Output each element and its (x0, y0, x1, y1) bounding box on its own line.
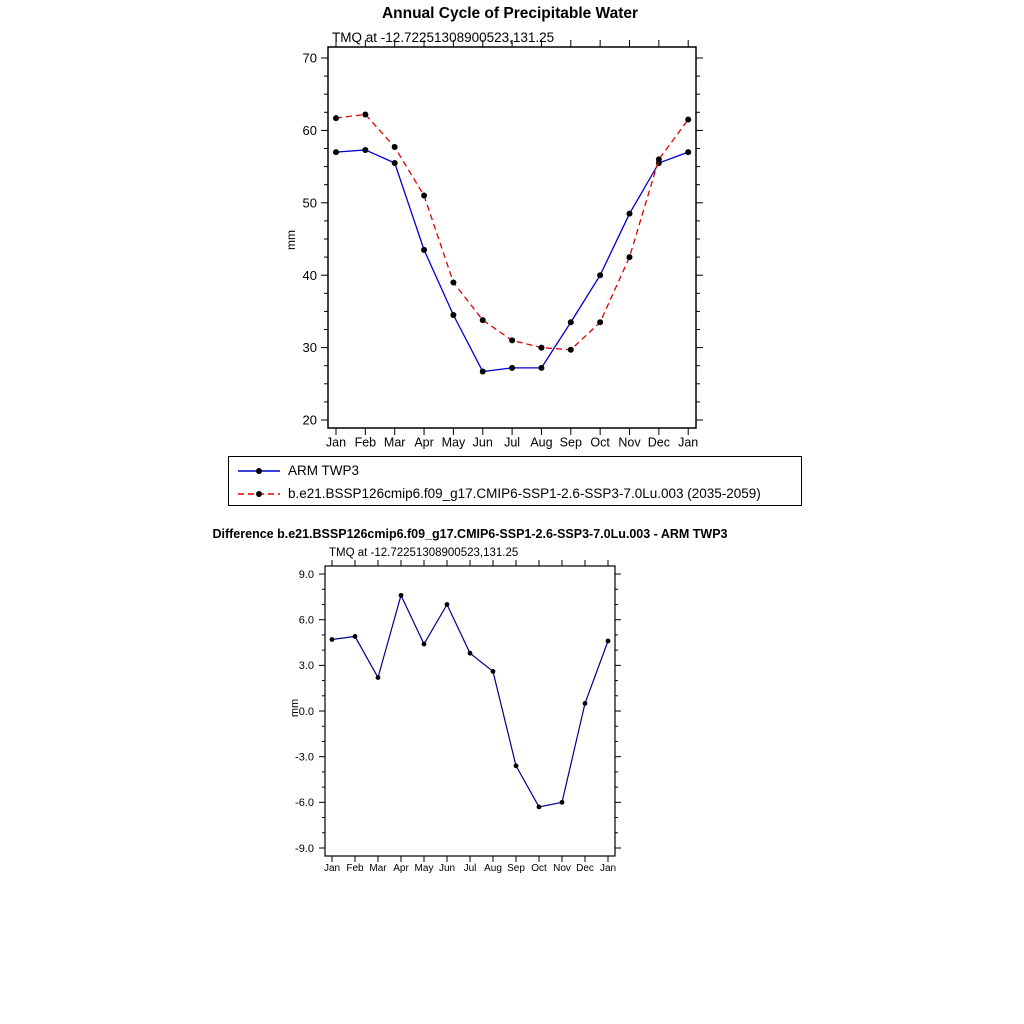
svg-text:Sep: Sep (507, 863, 525, 875)
svg-text:Jul: Jul (463, 863, 477, 875)
legend-label-arm-twp3: ARM TWP3 (288, 463, 360, 478)
svg-text:40: 40 (302, 267, 317, 283)
svg-text:9.0: 9.0 (298, 568, 314, 581)
svg-text:Oct: Oct (531, 863, 547, 875)
svg-text:Feb: Feb (354, 435, 377, 450)
svg-text:Apr: Apr (393, 863, 409, 875)
svg-text:Jan: Jan (325, 435, 347, 450)
svg-text:-9.0: -9.0 (295, 842, 314, 855)
bottom-chart-plot (295, 560, 621, 874)
svg-text:Jan: Jan (678, 435, 699, 450)
svg-text:20: 20 (302, 412, 317, 428)
svg-text:-6.0: -6.0 (295, 797, 314, 810)
svg-text:Apr: Apr (414, 435, 434, 450)
svg-text:50: 50 (302, 195, 317, 211)
legend-box (228, 456, 802, 506)
svg-text:Aug: Aug (530, 435, 553, 450)
top-chart-title: Annual Cycle of Precipitable Water (381, 5, 639, 22)
top-chart-ylabel: mm (284, 230, 298, 250)
svg-text:30: 30 (302, 340, 317, 356)
top-chart-subtitle: TMQ at -12.72251308900523,131.25 (332, 30, 555, 45)
svg-text:Jan: Jan (599, 863, 617, 875)
legend-label-model: b.e21.BSSP126cmip6.f09_g17.CMIP6-SSP1-2.6-SSP3-7.0Lu.003 (2035-2059) (288, 486, 761, 501)
svg-text:Dec: Dec (647, 435, 670, 450)
svg-text:6.0: 6.0 (298, 614, 314, 627)
svg-text:Jan: Jan (323, 863, 341, 875)
svg-text:Jul: Jul (504, 435, 521, 450)
svg-text:May: May (414, 863, 434, 875)
svg-text:Sep: Sep (559, 435, 582, 450)
svg-text:Feb: Feb (346, 863, 364, 875)
svg-text:60: 60 (302, 122, 317, 138)
legend-entry-model (235, 482, 801, 505)
svg-text:Mar: Mar (369, 863, 387, 875)
legend-line-dashed-red-icon (235, 483, 283, 505)
svg-text:Aug: Aug (484, 863, 502, 875)
top-chart-plot (303, 40, 703, 450)
svg-text:May: May (441, 435, 466, 450)
bottom-chart-subtitle: TMQ at -12.72251308900523,131.25 (329, 547, 519, 559)
svg-text:Nov: Nov (553, 863, 571, 875)
svg-text:Mar: Mar (383, 435, 406, 450)
bottom-chart-ylabel: mm (289, 698, 301, 718)
svg-text:0.0: 0.0 (298, 705, 314, 718)
legend-line-solid-blue-icon (235, 460, 283, 482)
legend-entry-arm-twp3 (235, 459, 801, 482)
svg-text:-3.0: -3.0 (295, 751, 314, 764)
svg-text:Oct: Oct (590, 435, 610, 450)
bottom-chart-title: Difference b.e21.BSSP126cmip6.f09_g17.CMIP6-SSP1-2.6-SSP3-7.0Lu.003 - ARM TWP3 (212, 527, 728, 541)
svg-text:Jun: Jun (472, 435, 493, 450)
svg-text:Nov: Nov (618, 435, 641, 450)
svg-text:Dec: Dec (576, 863, 594, 875)
svg-text:3.0: 3.0 (298, 660, 314, 673)
svg-text:70: 70 (302, 50, 317, 66)
svg-text:Jun: Jun (438, 863, 456, 875)
